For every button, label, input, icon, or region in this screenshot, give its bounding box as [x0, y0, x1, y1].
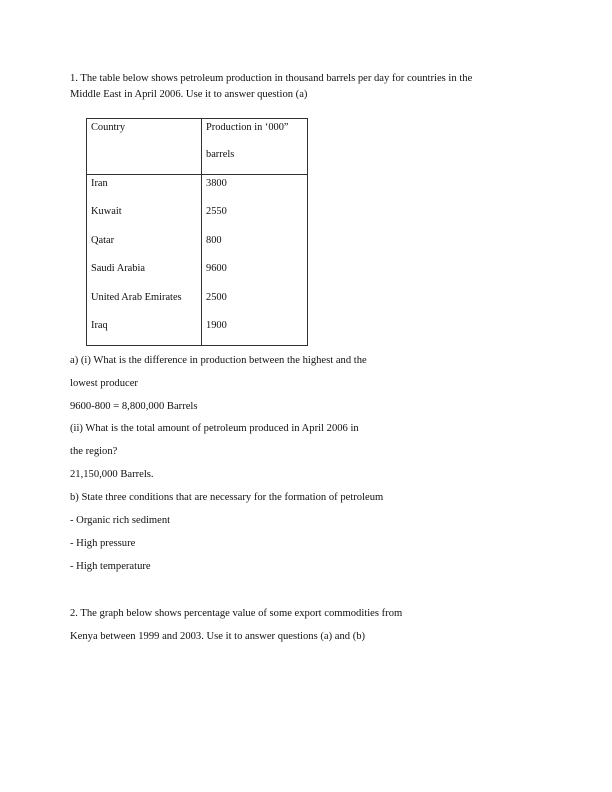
q1-intro-line2: Middle East in April 2006. Use it to answer question (a) [70, 89, 308, 100]
cell-country: Kuwait [87, 203, 202, 231]
table-row [87, 175, 308, 204]
cell-country: Qatar [87, 232, 202, 260]
header-production [202, 119, 308, 175]
q1-a-i-answer: 9600-800 = 8,800,000 Barrels [70, 401, 198, 412]
q1-a-i-line1: a) (i) What is the difference in production between the highest and the [70, 355, 367, 366]
cell-production: 2500 [206, 291, 227, 303]
cell-country: Iraq [87, 317, 202, 346]
cell-country: Iran [87, 175, 202, 204]
q1-a-ii-answer: 21,150,000 Barrels. [70, 469, 154, 480]
production-table [86, 118, 308, 346]
cell-country: Saudi Arabia [87, 260, 202, 288]
q2-intro-line1: 2. The graph below shows percentage value of some export commodities from [70, 608, 403, 619]
table-row [87, 317, 308, 346]
cell-production: 1900 [206, 319, 227, 331]
q1-intro-line1: 1. The table below shows petroleum production in thousand barrels per day for countries in the [70, 73, 473, 84]
cell-production: 800 [206, 234, 222, 246]
table-row [87, 232, 308, 260]
table-row [87, 260, 308, 288]
q1-b-answer-1: - Organic rich sediment [70, 515, 171, 526]
header-production-line2: barrels [206, 149, 235, 160]
table-header-row [87, 119, 308, 175]
q1-b-answer-2: - High pressure [70, 538, 136, 549]
q1-a-i-line2: lowest producer [70, 378, 138, 389]
table-row [87, 203, 308, 231]
cell-production: 3800 [206, 178, 227, 189]
cell-production: 9600 [206, 263, 227, 275]
q1-a-ii-line2: the region? [70, 446, 118, 457]
header-production-line1: Production in ‘000” [206, 122, 289, 133]
q1-b-answer-3: - High temperature [70, 561, 151, 572]
q1-b-question: b) State three conditions that are necessary for the formation of petroleum [70, 492, 384, 503]
cell-country: United Arab Emirates [87, 289, 202, 317]
header-country: Country [87, 119, 202, 175]
table-row [87, 289, 308, 317]
cell-production: 2550 [206, 206, 227, 218]
q1-a-ii-line1: (ii) What is the total amount of petroleum produced in April 2006 in [70, 423, 359, 434]
q2-intro-line2: Kenya between 1999 and 2003. Use it to answer questions (a) and (b) [70, 631, 366, 642]
